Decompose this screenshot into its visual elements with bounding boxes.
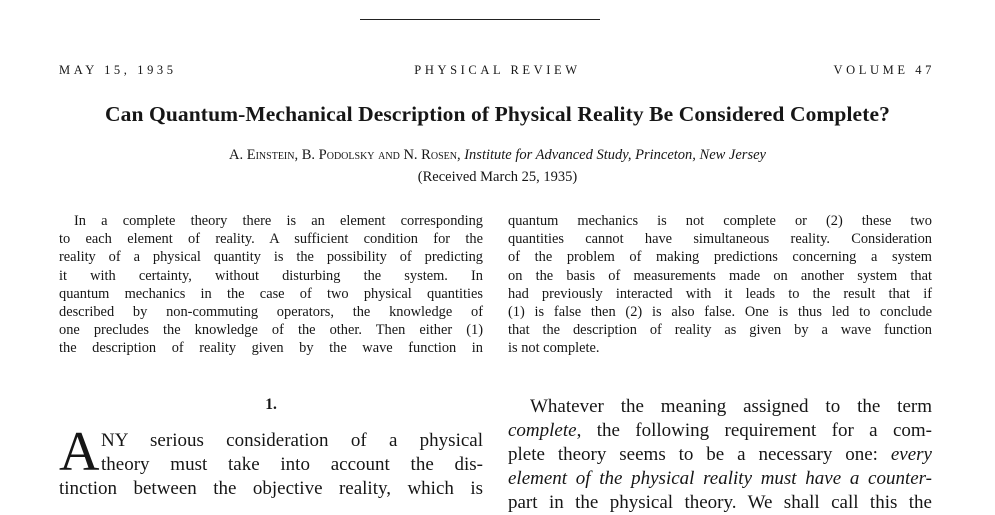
author-and: and [374, 147, 404, 163]
section-number: 1. [265, 396, 277, 413]
abstract-line: In a complete theory there is an element corresponding [74, 213, 483, 229]
author-separator: , [456, 147, 465, 163]
abstract-right-column [508, 212, 932, 358]
author-2-initial: , B. [294, 147, 319, 163]
body-line [508, 419, 932, 443]
body-line [508, 443, 932, 467]
author-3-name: Rosen [421, 147, 457, 163]
body-line: part in the physical theory. We shall call this the [508, 492, 932, 513]
header-volume: VOLUME 47 [833, 63, 935, 77]
abstract-line: is not complete. [508, 340, 600, 357]
abstract-line: it with certainty, without disturbing the system. In [59, 267, 483, 284]
author-1-initial: A. [229, 147, 247, 163]
abstract-line: (1) is false then (2) is also false. One is thus led to conclude [508, 304, 932, 321]
abstract-line: the description of reality given by the wave function in [59, 340, 483, 357]
abstract-line: quantities cannot have simultaneous reality. Consideration [508, 231, 932, 248]
paper-title: Can Quantum-Mechanical Description of Physical Reality Be Considered Complete? [105, 102, 890, 126]
abstract-line: described by non-commuting operators, the knowledge of [59, 304, 483, 321]
emphasis-every: every [890, 444, 932, 465]
abstract-left-column [59, 212, 483, 358]
author-line [0, 147, 995, 164]
abstract-line: to each element of reality. A sufficient condition for the [59, 231, 483, 248]
header-journal: PHYSICAL REVIEW [414, 63, 581, 77]
body-line [508, 467, 932, 491]
author-2-name: Podolsky [318, 147, 375, 163]
emphasis-requirement: element of the physical reality must have a counter- [508, 468, 932, 489]
body-text: , the following requirement for a com- [576, 420, 932, 441]
abstract-line: had previously interacted with it leads to the result that if [508, 285, 932, 302]
abstract-line: reality of a physical quantity is the possibility of predicting [59, 249, 483, 266]
body-left-column [59, 429, 483, 501]
body-right-column [508, 395, 932, 515]
received-date: (Received March 25, 1935) [417, 169, 578, 185]
institution: Institute for Advanced Study, Princeton, New Jersey [464, 147, 766, 163]
body-line: theory must take into account the dis- [101, 454, 483, 475]
emphasis-complete: complete [508, 420, 577, 441]
drop-cap: A [59, 421, 100, 483]
body-line: tinction between the objective reality, which is [59, 478, 483, 499]
abstract-line: of the problem of making predictions concerning a system [508, 249, 932, 266]
body-line: NY serious consideration of a physical [101, 430, 483, 451]
abstract-line: that the description of reality as given by a wave function [508, 322, 932, 339]
abstract-line: on the basis of measurements made on another system that [508, 267, 932, 284]
body-line: Whatever the meaning assigned to the term [530, 396, 932, 417]
abstract-line: one precludes the knowledge of the other. Then either (1) [59, 322, 483, 339]
header-date: MAY 15, 1935 [59, 63, 177, 77]
top-rule [360, 19, 600, 20]
author-1-name: Einstein [246, 147, 295, 163]
body-text: plete theory seems to be a necessary one: [508, 444, 891, 465]
abstract-line: quantum mechanics in the case of two physical quantities [59, 285, 483, 302]
abstract-line: quantum mechanics is not complete or (2) these two [508, 213, 932, 229]
author-3-initial: N. [403, 147, 422, 163]
